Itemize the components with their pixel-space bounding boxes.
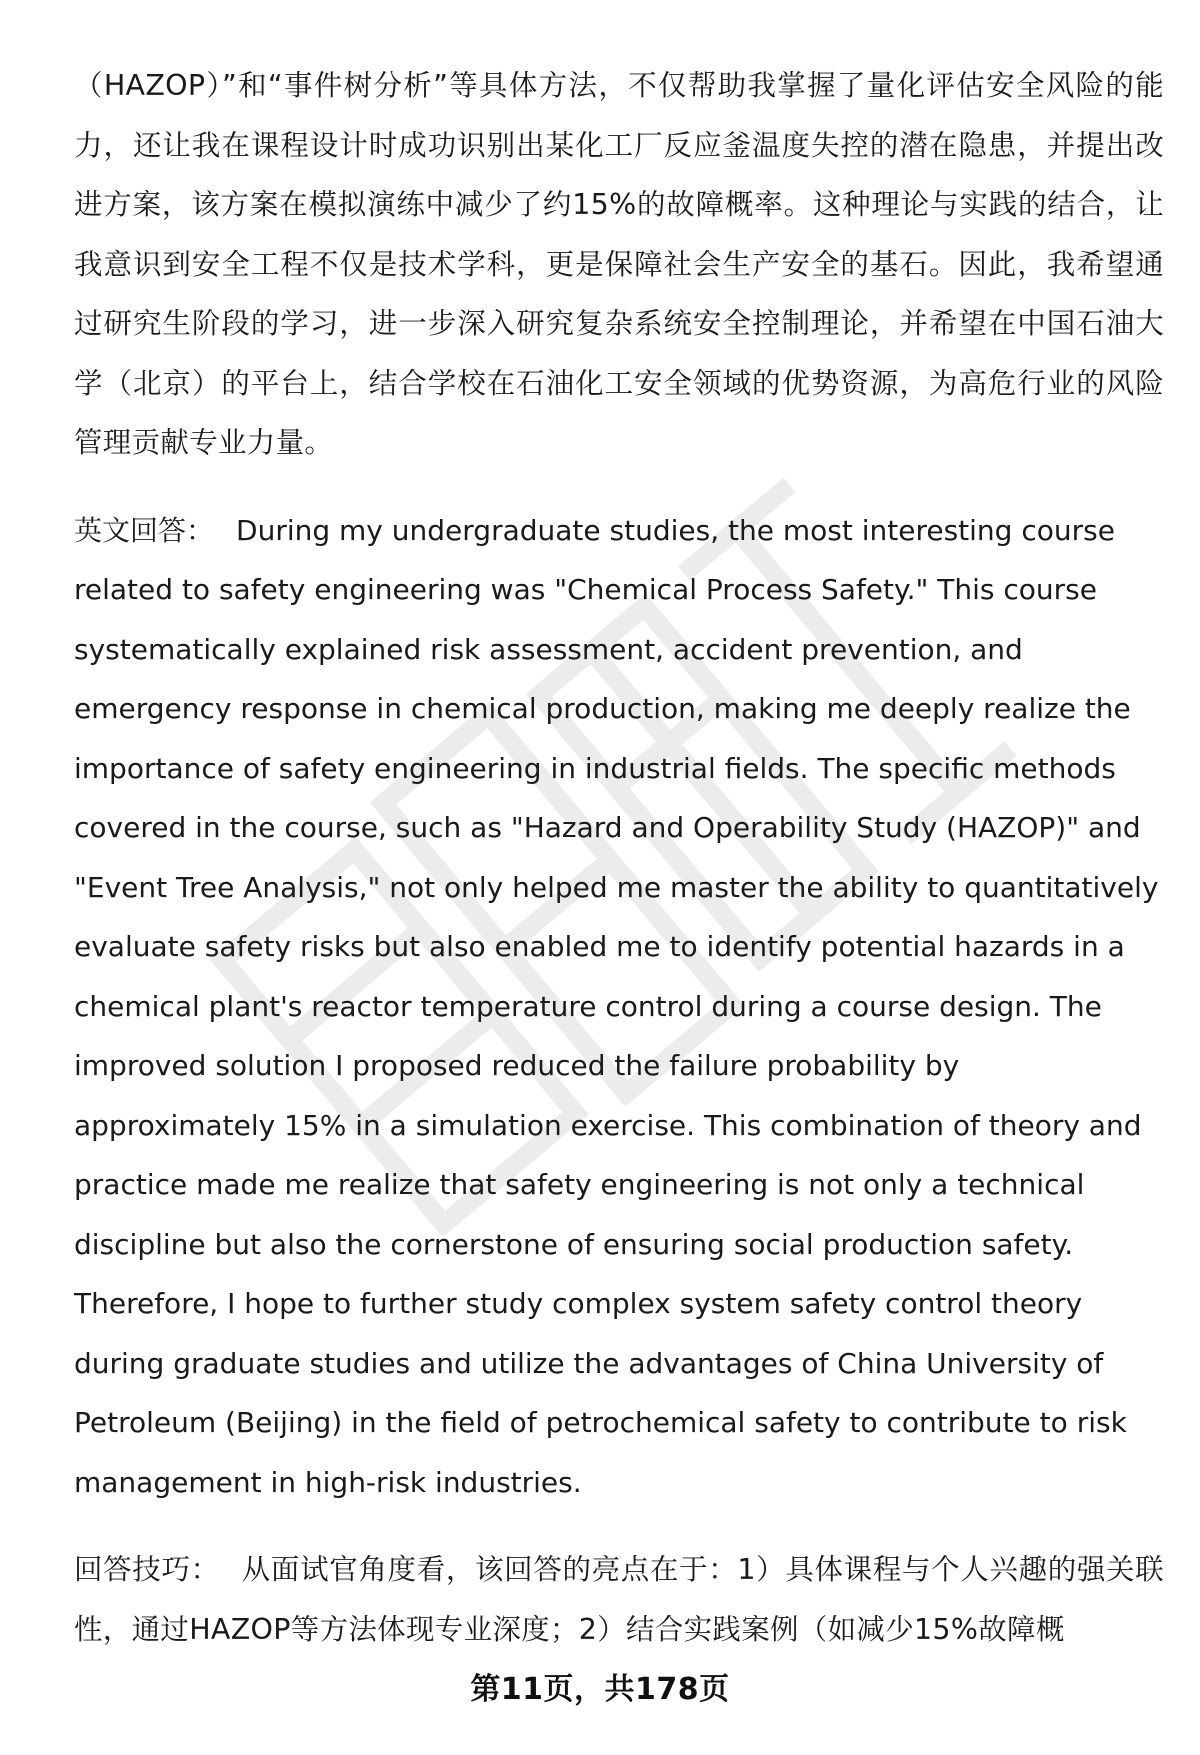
tips-paragraph: [74, 1540, 1164, 1659]
tips-text: 从面试官角度看，该回答的亮点在于：1）具体课程与个人兴趣的强关联性，通过HAZOP等方法体现专业深度；2）结合实践案例（如减少15%故障概: [74, 1553, 1164, 1646]
tips-label: 回答技巧：: [74, 1553, 220, 1586]
english-answer-paragraph: [74, 501, 1164, 1513]
english-answer-text: During my undergraduate studies, the most interesting course related to safety engineering was "Chemical Process Safety." This course systematically explained risk assessment, accident prevention, and emergency response in chemical production, making me deeply realize the importance of safety engineering in industrial fields. The specific methods covered in the course, such as "Hazard and Operability Study (HAZOP)" and "Event Tree Analysis," not only helped me master the ability to quantitatively evaluate safety risks but also enabled me to identify potential hazards in a chemical plant's reactor temperature control during a course design. The improved solution I proposed reduced the failure probability by approximately 15% in a simulation exercise. This combination of theory and practice made me realize that safety engineering is not only a technical discipline but also the cornerstone of ensuring social production safety. Therefore, I hope to further study complex system safety control theory during graduate studies and utilize the advantages of China University of Petroleum (Beijing) in the field of petrochemical safety to contribute to risk management in high-risk industries.: [74, 513, 1159, 1499]
page-indicator: 第11页，共178页: [470, 1672, 730, 1707]
english-answer-label: 英文回答：: [74, 513, 215, 547]
document-body: [74, 56, 1164, 1659]
intro-paragraph: （HAZOP）”和“事件树分析”等具体方法，不仅帮助我掌握了量化评估安全风险的能力，还让我在课程设计时成功识别出某化工厂反应釜温度失控的潜在隐患，并提出改进方案，该方案在模拟演练中减少了约15%的故障概率。这种理论与实践的结合，让我意识到安全工程不仅是技术学科，更是保障社会生产安全的基石。因此，我希望通过研究生阶段的学习，进一步深入研究复杂系统安全控制理论，并希望在中国石油大学（北京）的平台上，结合学校在石油化工安全领域的优势资源，为高危行业的风险管理贡献专业力量。: [74, 69, 1164, 459]
